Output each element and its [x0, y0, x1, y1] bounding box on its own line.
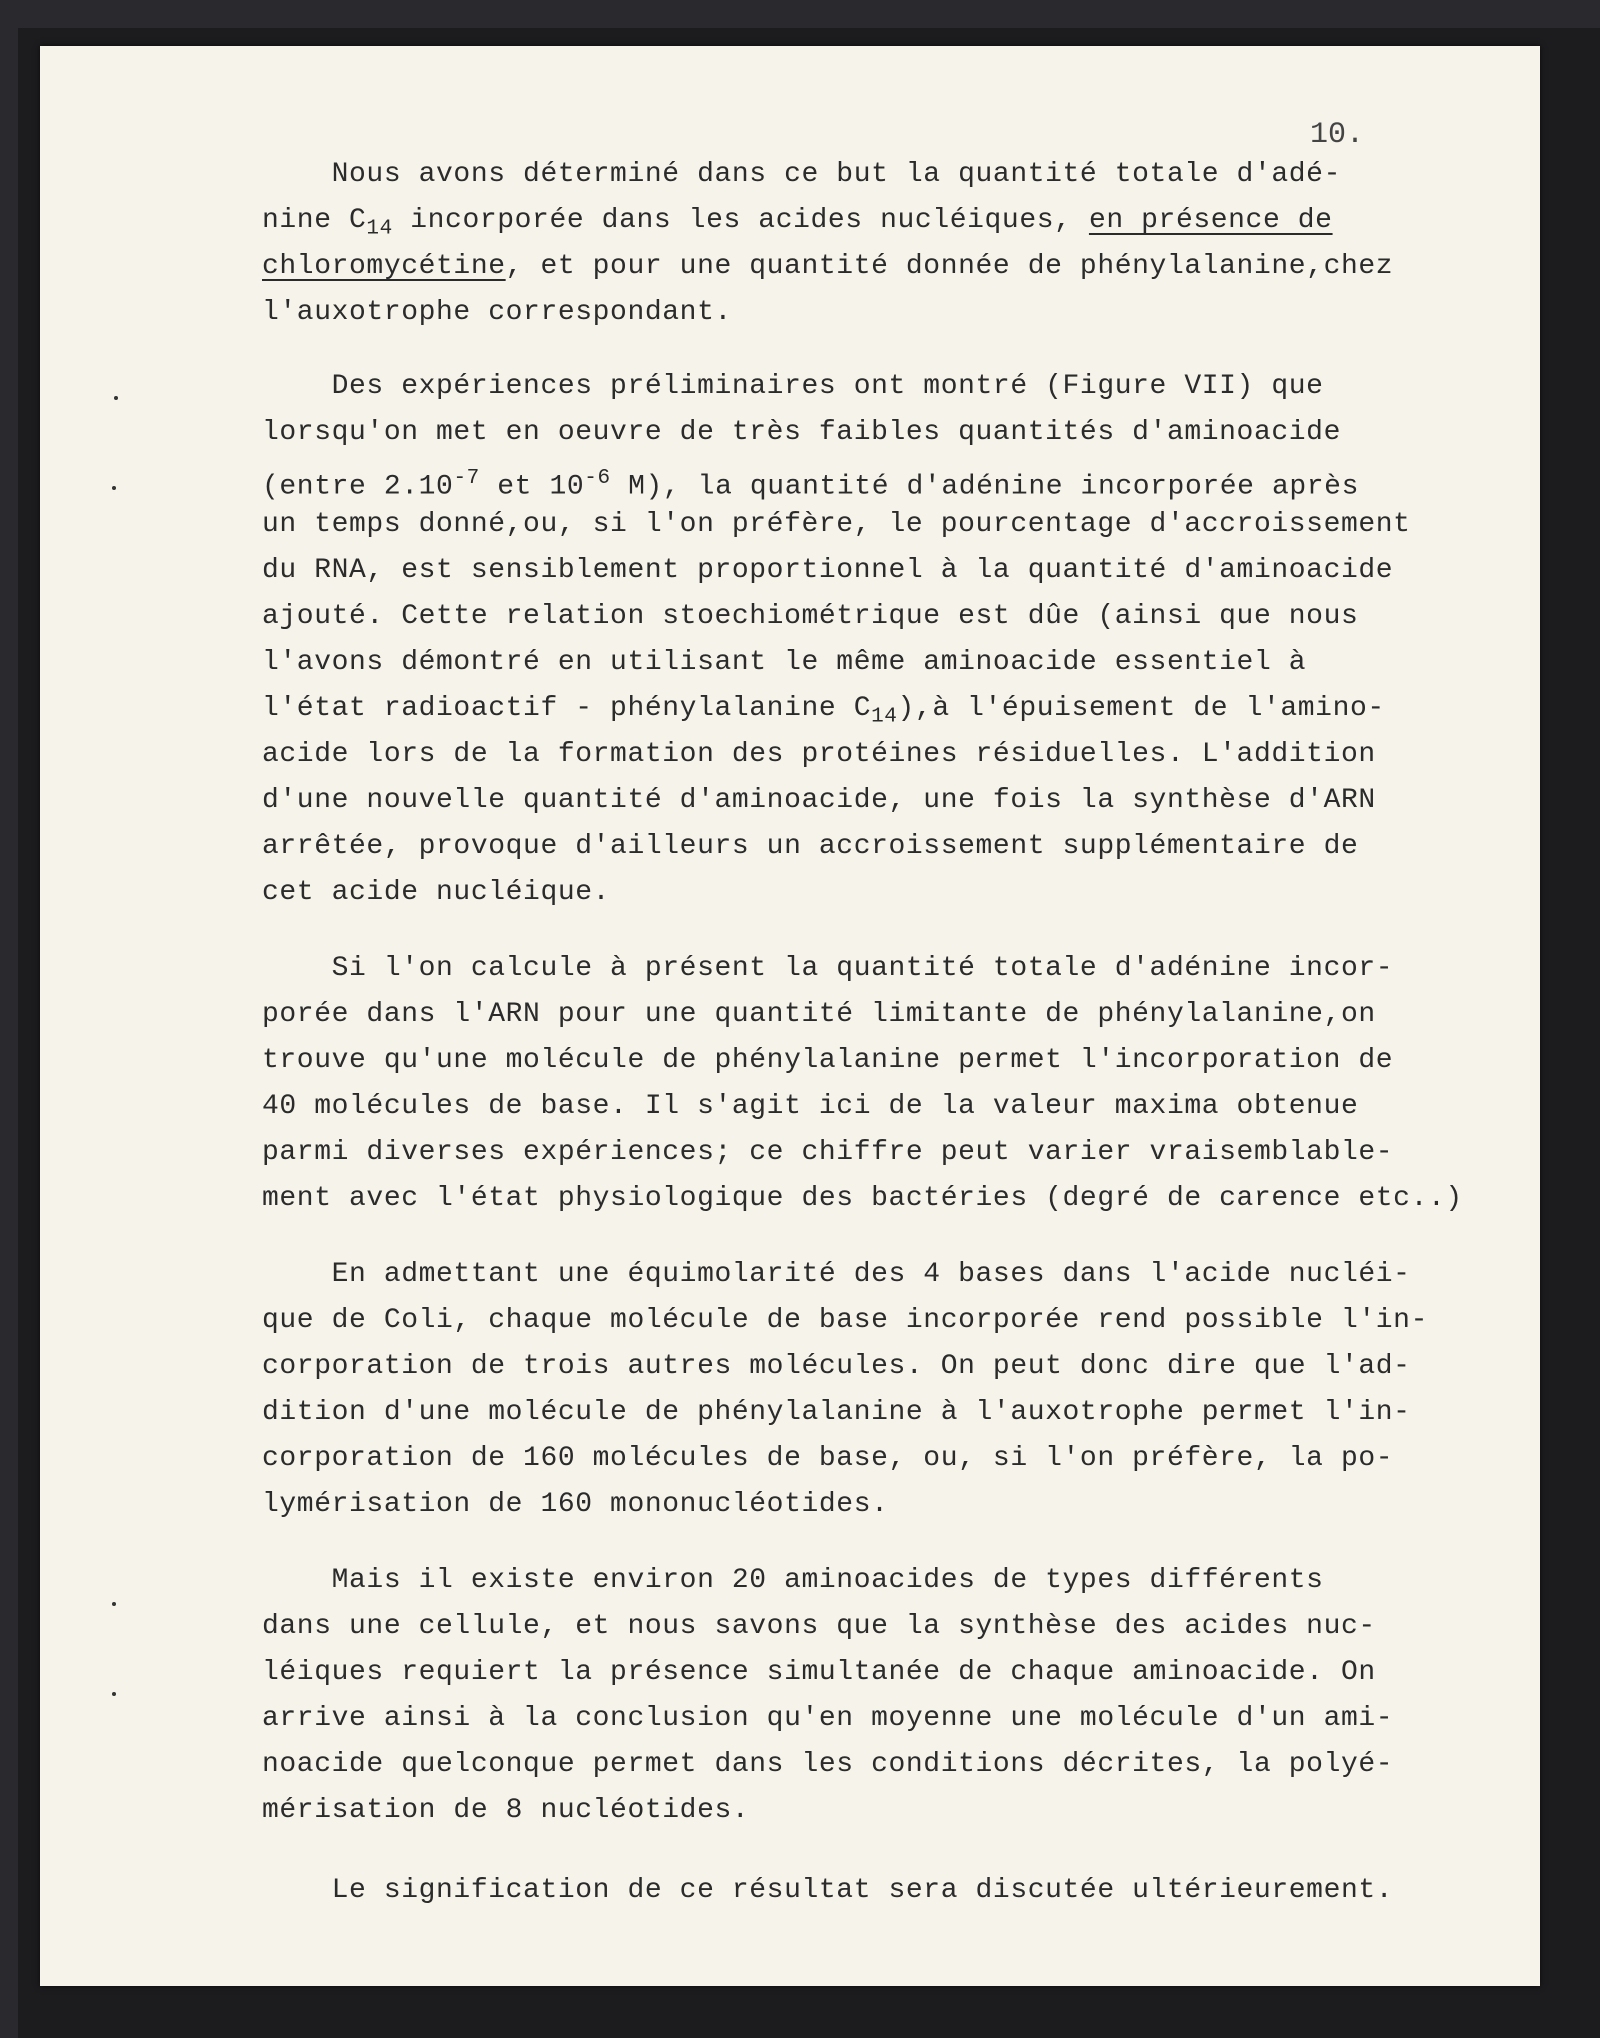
p6-line-1: Le signification de ce résultat sera discutée ultérieurement.: [262, 1875, 1394, 1906]
p4-line-3: corporation de trois autres molécules. On peut donc dire que l'ad-: [262, 1351, 1411, 1382]
margin-speck: [112, 1602, 116, 1606]
p2-line-10: d'une nouvelle quantité d'aminoacide, une fois la synthèse d'ARN: [262, 785, 1376, 816]
p2-line-12: cet acide nucléique.: [262, 877, 611, 908]
p2-line-11: arrêtée, provoque d'ailleurs un accroissement supplémentaire de: [262, 831, 1359, 862]
p3-line-4: 40 molécules de base. Il s'agit ici de la valeur maxima obtenue: [262, 1091, 1359, 1122]
p2-line-2: lorsqu'on met en oeuvre de très faibles quantités d'aminoacide: [262, 417, 1341, 448]
p4-line-5: corporation de 160 molécules de base, ou, si l'on préfère, la po-: [262, 1443, 1394, 1474]
p2-line-3: (entre $2.10^{-7}$ et $10^{-6}$ M), la quantité d'adénine incorporée après: [262, 467, 1359, 503]
p1-line-3: chloromycétine, et pour une quantité donnée de phénylalanine,chez: [262, 251, 1394, 282]
margin-speck: [112, 486, 116, 490]
margin-speck: [114, 396, 118, 400]
p2-line-6: ajouté. Cette relation stoechiométrique est dûe (ainsi que nous: [262, 601, 1359, 632]
p3-line-2: porée dans l'ARN pour une quantité limitante de phénylalanine,on: [262, 999, 1376, 1030]
p3-line-1: Si l'on calcule à présent la quantité totale d'adénine incor-: [262, 953, 1394, 984]
p4-line-4: dition d'une molécule de phénylalanine à l'auxotrophe permet l'in-: [262, 1397, 1411, 1428]
p5-line-1: Mais il existe environ 20 aminoacides de types différents: [262, 1565, 1324, 1596]
p5-line-2: dans une cellule, et nous savons que la synthèse des acides nuc-: [262, 1611, 1376, 1642]
p1-line-4: l'auxotrophe correspondant.: [262, 297, 732, 328]
p4-line-1: En admettant une équimolarité des 4 bases dans l'acide nucléi-: [262, 1259, 1411, 1290]
p2-line-9: acide lors de la formation des protéines résiduelles. L'addition: [262, 739, 1376, 770]
p5-line-3: léiques requiert la présence simultanée de chaque aminoacide. On: [262, 1657, 1376, 1688]
p2-line-4: un temps donné,ou, si l'on préfère, le pourcentage d'accroissement: [262, 509, 1411, 540]
p5-line-5: noacide quelconque permet dans les conditions décrites, la polyé-: [262, 1749, 1394, 1780]
p2-line-8: l'état radioactif - phénylalanine $C_{14}),à$ l'épuisement de l'amino-: [262, 693, 1385, 729]
p3-line-6: ment avec l'état physiologique des bactéries (degré de carence etc..): [262, 1183, 1463, 1214]
p1-line-1: Nous avons déterminé dans ce but la quantité totale d'adé-: [262, 159, 1341, 190]
margin-speck: [112, 1692, 116, 1696]
p3-line-3: trouve qu'une molécule de phénylalanine permet l'incorporation de: [262, 1045, 1394, 1076]
p2-line-1: Des expériences préliminaires ont montré (Figure VII) que: [262, 371, 1324, 402]
p4-line-2: que de Coli, chaque molécule de base incorporée rend possible l'in-: [262, 1305, 1428, 1336]
p1-line-2: nine $C_{14}$ incorporée dans les acides nucléiques, en présence de: [262, 205, 1333, 241]
p3-line-5: parmi diverses expériences; ce chiffre peut varier vraisemblable-: [262, 1137, 1394, 1168]
p2-line-7: l'avons démontré en utilisant le même aminoacide essentiel à: [262, 647, 1307, 678]
p5-line-6: mérisation de 8 nucléotides.: [262, 1795, 750, 1826]
page-number: 10.: [1310, 118, 1365, 152]
p5-line-4: arrive ainsi à la conclusion qu'en moyenne une molécule d'un ami-: [262, 1703, 1394, 1734]
p2-line-5: du RNA, est sensiblement proportionnel à la quantité d'aminoacide: [262, 555, 1394, 586]
typed-page: [40, 46, 1540, 1986]
p4-line-6: lymérisation de 160 mononucléotides.: [262, 1489, 889, 1520]
